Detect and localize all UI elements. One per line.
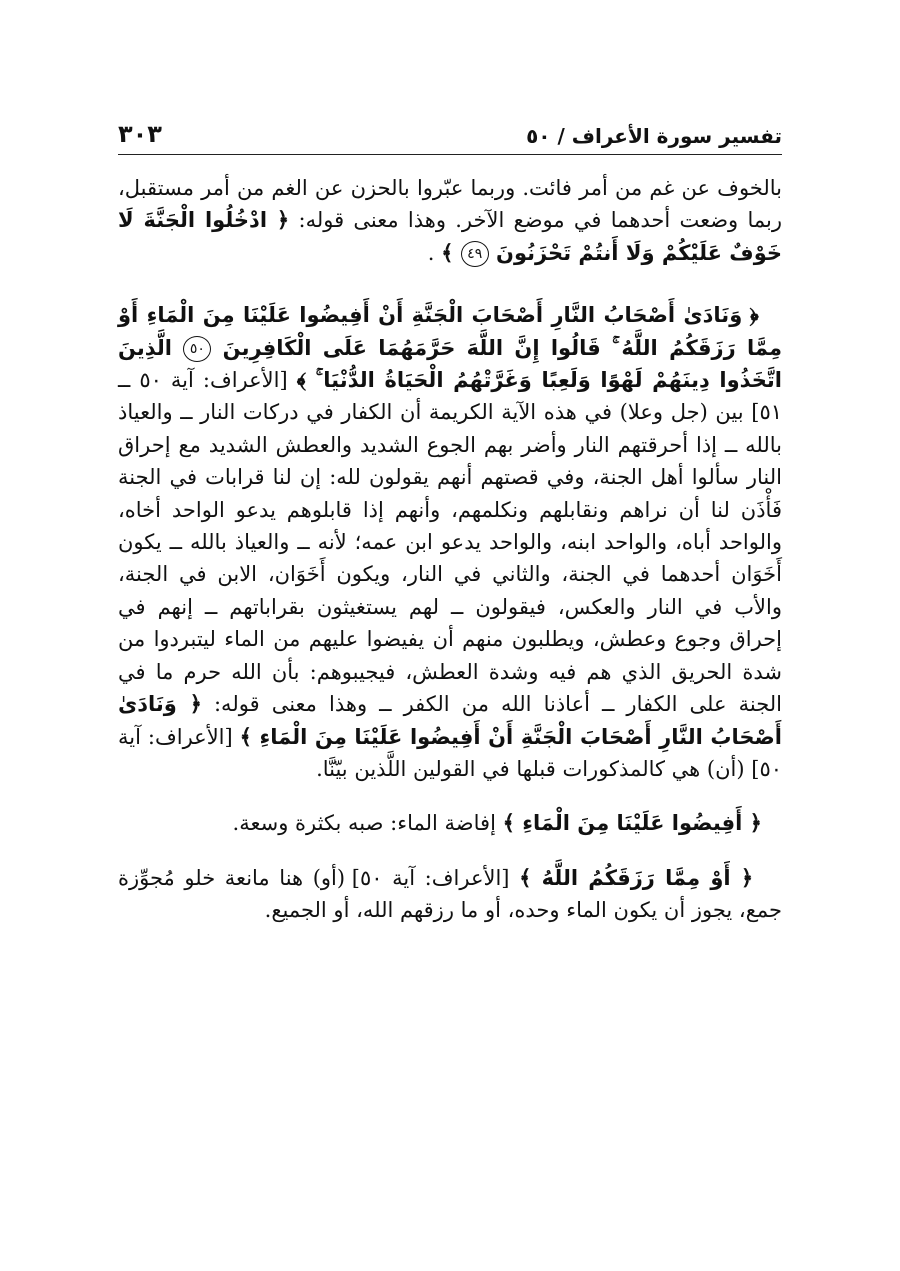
- quran-phrase-aw-mimma: ﴿ أَوْ مِمَّا رَزَقَكُمُ اللَّهُ ﴾: [519, 865, 754, 890]
- paragraph-1: [118, 172, 782, 269]
- paragraph-1-end: .: [427, 240, 442, 265]
- page-header: [118, 108, 782, 155]
- paragraph-3-text: إفاضة الماء: صبه بكثرة وسعة.: [232, 811, 503, 836]
- quran-verse-50-quote: ﴿ وَنَادَىٰ أَصْحَابُ النَّارِ أَصْحَابَ الْجَنَّةِ أَنْ أَفِيضُوا عَلَيْنَا مِنَ الْمَاءِ ﴾: [118, 692, 782, 749]
- paragraph-spacer: [118, 269, 782, 299]
- paragraph-2: [118, 299, 782, 785]
- quran-verse-49: ﴿ ادْخُلُوا الْجَنَّةَ لَا خَوْفٌ عَلَيْكُمْ وَلَا أَنتُمْ تَحْزَنُونَ: [118, 208, 782, 265]
- paragraph-3: [118, 807, 782, 839]
- paragraph-1-text: بالخوف عن غم من أمر فائت. وربما عبّروا بالحزن عن الغم من أمر مستقبل، ربما وضعت أحدهما في موضع الآخر. وهذا معنى قوله:: [118, 176, 782, 233]
- quran-phrase-afidu: ﴿ أَفِيضُوا عَلَيْنَا مِنَ الْمَاءِ ﴾: [502, 811, 762, 836]
- quran-verse-50: ﴿ وَنَادَىٰ أَصْحَابُ النَّارِ أَصْحَابَ الْجَنَّةِ أَنْ أَفِيضُوا عَلَيْنَا مِنَ الْمَاءِ أَوْ مِمَّا رَزَقَكُمُ اللَّهُ ۚ قَالُوا إِنَّ اللَّهَ حَرَّمَهُمَا عَلَى الْكَافِرِينَ: [118, 303, 782, 360]
- quran-verse-51: الَّذِينَ اتَّخَذُوا دِينَهُمْ لَهْوًا وَلَعِبًا وَغَرَّتْهُمُ الْحَيَاةُ الدُّنْيَا ۚ ﴾: [118, 335, 782, 393]
- paragraph-4-text: [الأعراف: آية ٥٠] (أو) هنا مانعة خلو مُجوِّزة جمع، يجوز أن يكون الماء وحده، أو ما رزقهم الله، أو الجميع.: [118, 865, 782, 923]
- paragraph-spacer: [118, 840, 782, 862]
- page-number: ٣٠٣: [118, 120, 162, 148]
- quran-bracket-close: ﴾: [441, 240, 461, 265]
- header-title: تفسير سورة الأعراف / ٥٠: [526, 124, 782, 148]
- paragraph-2-text: [الأعراف: آية ٥٠ ــ ٥١] بين (جل وعلا) في هذه الآية الكريمة أن الكفار في دركات النار ــ والعياذ بالله ــ إذا أحرقتهم النار وأضر بهم الجوع الشديد والعطش الشديد مع إحراق النار سألوا أهل الجنة، وفي قصتهم أنهم يقولون لله: إن لنا قرابات في الجنة فَأْذَن لنا أن نراهم ونقابلهم ونكلمهم، وأنهم إذا قابلوهم يدعو الواحد أخاه، والواحد أباه، والواحد ابنه، والواحد يدعو ابن عمه؛ لأنه ــ والعياذ بالله ــ يكون أَخَوَان أحدهما في الجنة، والثاني في النار، ويكون أَخَوَان، الابن في الجنة، والأب في النار والعكس، فيقولون ــ لهم يستغيثون بقراباتهم ــ إنهم في إحراق وجوع وعطش، ويطلبون منهم أن يفيضوا عليهم من الماء ليتبردوا من شدة الحريق الذي هم فيه وشدة العطش، فيجيبوهم: بأن الله حرم ما في الجنة على الكفار ــ أعاذنا الله من الكفر ــ وهذا معنى قوله:: [118, 368, 782, 717]
- paragraph-2-text-end: [الأعراف: آية ٥٠] (أن) هي كالمذكورات قبلها في القولين اللَّذين بيّنَّا.: [118, 724, 782, 781]
- paragraph-spacer: [118, 785, 782, 807]
- ayah-number-marker: ٤٩: [461, 241, 489, 267]
- ayah-number-marker: ٥٠: [183, 336, 211, 362]
- paragraph-4: [118, 862, 782, 927]
- page-body: [118, 172, 782, 927]
